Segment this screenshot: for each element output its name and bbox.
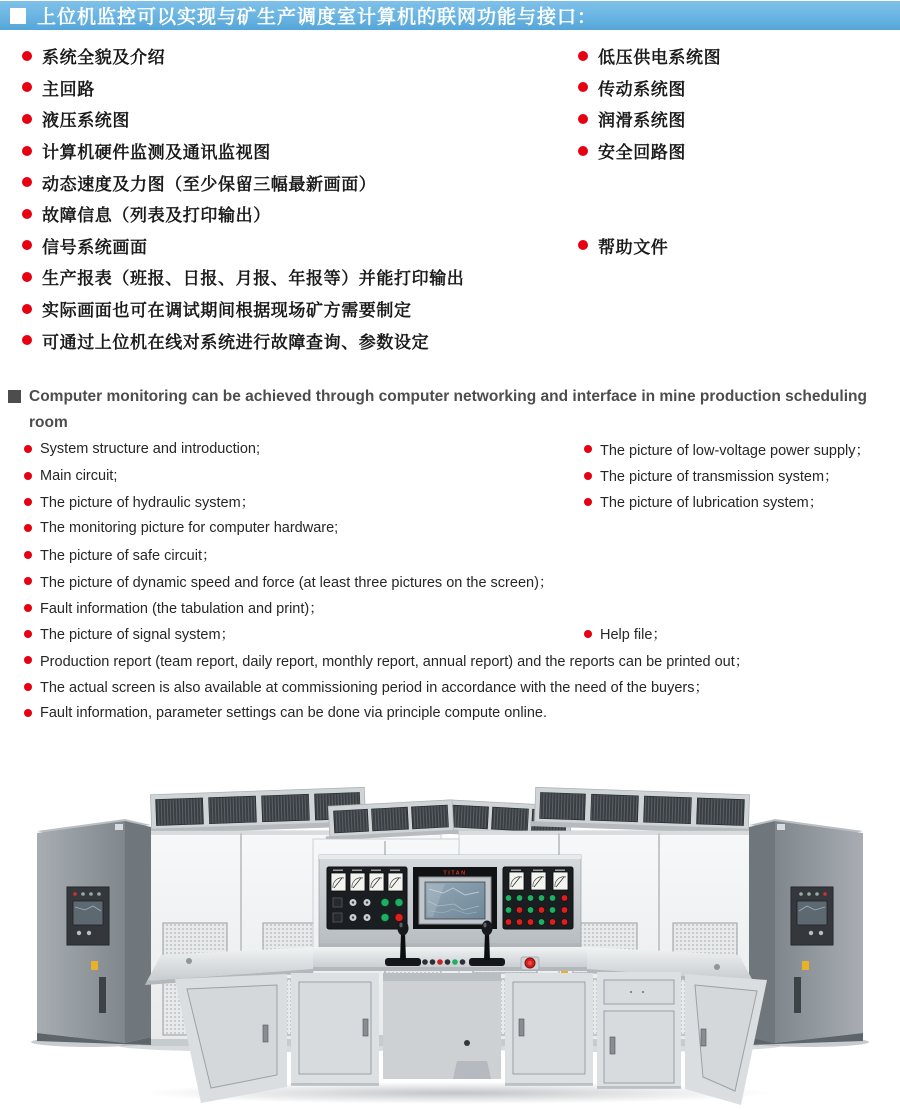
- cn-item-label: 安全回路图: [598, 143, 686, 163]
- bullet-icon: [24, 683, 32, 691]
- bullet-icon: [584, 630, 592, 638]
- desk-cup-hole: [186, 958, 192, 964]
- bullet-icon: [584, 498, 592, 506]
- drawer: [604, 980, 674, 1004]
- en-item-label: Fault information, parameter settings can be done via principle compute online.: [40, 705, 547, 722]
- bullet-icon: [22, 240, 32, 250]
- bullet-icon: [24, 604, 32, 612]
- bullet-icon: [24, 524, 32, 532]
- list-row: [0, 700, 900, 726]
- section-header-en-title: Computer monitoring can be achieved through computer networking and interface in mine production scheduling room: [29, 388, 867, 431]
- list-row: [0, 542, 900, 568]
- bullet-icon: [24, 630, 32, 638]
- bullet-icon: [578, 82, 588, 92]
- cn-item-label: 传动系统图: [598, 79, 686, 99]
- warning-sticker: [91, 961, 98, 970]
- bullet-icon: [22, 272, 32, 282]
- cn-item-label: 可通过上位机在线对系统进行故障查询、参数设定: [42, 332, 430, 352]
- bullet-icon: [578, 146, 588, 156]
- bullet-icon: [584, 472, 592, 480]
- en-item-label: The picture of dynamic speed and force (at least three pictures on the screen)；: [40, 574, 554, 591]
- en-item-label: The picture of low-voltage power supply；: [600, 442, 870, 459]
- bullet-icon: [578, 114, 588, 124]
- bullet-icon: [22, 177, 32, 187]
- cn-item-label: 实际画面也可在调试期间根据现场矿方需要制定: [42, 301, 412, 321]
- section-header-cn: [0, 1, 900, 30]
- titan-label: TITAN: [443, 870, 467, 877]
- hmi-screen-panel: [67, 887, 109, 945]
- cn-item-label: 信号系统画面: [42, 237, 148, 257]
- en-feature-list: [0, 436, 900, 726]
- bullet-icon: [24, 551, 32, 559]
- en-item-label: The picture of transmission system；: [600, 469, 839, 486]
- cn-item-label: 系统全貌及介绍: [42, 48, 166, 68]
- cn-item-label: 故障信息（列表及打印输出）: [42, 206, 271, 226]
- list-row: [0, 261, 900, 293]
- cn-item-label: 低压供电系统图: [598, 48, 722, 68]
- cn-item-label: 液压系统图: [42, 111, 130, 131]
- list-row: [0, 436, 900, 462]
- bullet-icon: [24, 445, 32, 453]
- en-item-label: The monitoring picture for computer hardware;: [40, 520, 339, 537]
- bullet-icon: [24, 577, 32, 585]
- console-screen: [413, 867, 497, 929]
- list-row: [0, 568, 900, 594]
- bullet-icon: [578, 240, 588, 250]
- en-item-label: Main circuit;: [40, 467, 118, 484]
- en-item-label: The actual screen is also available at commissioning period in accordance with the need of the buyers；: [40, 680, 709, 697]
- en-item-label: System structure and introduction;: [40, 441, 261, 458]
- product-photo: [29, 775, 871, 1107]
- instrument-panel-right: [503, 867, 573, 929]
- bullet-icon: [22, 51, 32, 61]
- list-row: [0, 166, 900, 198]
- header-square-icon: [8, 390, 21, 403]
- list-row: [0, 198, 900, 230]
- header-square-icon: [10, 8, 26, 24]
- list-row: [0, 462, 900, 488]
- bullet-icon: [22, 304, 32, 314]
- cn-item-label: 主回路: [42, 79, 95, 99]
- list-row: [0, 72, 900, 104]
- section-header-en: [8, 384, 890, 436]
- en-item-label: The picture of signal system；: [40, 627, 236, 644]
- en-item-label: The picture of safe circuit；: [40, 548, 217, 565]
- list-row: [0, 621, 900, 647]
- cn-item-label: 计算机硬件监测及通讯监视图: [42, 143, 271, 163]
- cn-item-label: 动态速度及力图（至少保留三幅最新画面）: [42, 174, 377, 194]
- bullet-icon: [24, 472, 32, 480]
- list-row: [0, 103, 900, 135]
- bullet-icon: [22, 209, 32, 219]
- bullet-icon: [24, 498, 32, 506]
- bullet-icon: [578, 51, 588, 61]
- bullet-icon: [22, 335, 32, 345]
- cn-item-label: 润滑系统图: [598, 111, 686, 131]
- list-row: [0, 40, 900, 72]
- section-header-cn-title: 上位机监控可以实现与矿生产调度室计算机的联网功能与接口：: [37, 7, 598, 28]
- list-row: [0, 647, 900, 673]
- bullet-icon: [22, 114, 32, 124]
- cn-item-label: 帮助文件: [598, 237, 669, 257]
- list-row: [0, 594, 900, 620]
- list-row: [0, 324, 900, 356]
- en-item-label: The picture of lubrication system；: [600, 495, 824, 512]
- cn-item-label: 生产报表（班报、日报、月报、年报等）并能打印输出: [42, 269, 465, 289]
- list-row: [0, 230, 900, 262]
- en-item-label: Help file；: [600, 627, 667, 644]
- en-item-label: The picture of hydraulic system；: [40, 495, 256, 512]
- bullet-icon: [22, 82, 32, 92]
- list-row: [0, 293, 900, 325]
- instrument-panel-left: [327, 867, 407, 929]
- cabinet-handle: [99, 977, 106, 1013]
- emergency-button: [521, 957, 539, 970]
- bullet-icon: [22, 146, 32, 156]
- cn-feature-list: [0, 40, 900, 356]
- en-item-label: Production report (team report, daily report, monthly report, annual report) and the reports can be printed out；: [40, 653, 750, 670]
- list-row: [0, 489, 900, 515]
- bullet-icon: [24, 709, 32, 717]
- en-item-label: Fault information (the tabulation and print)；: [40, 601, 324, 618]
- list-row: [0, 674, 900, 700]
- bullet-icon: [24, 656, 32, 664]
- list-row: [0, 135, 900, 167]
- desk-cup-hole: [714, 964, 720, 970]
- bullet-icon: [584, 445, 592, 453]
- list-row: [0, 515, 900, 541]
- end-cabinet: [37, 819, 151, 1045]
